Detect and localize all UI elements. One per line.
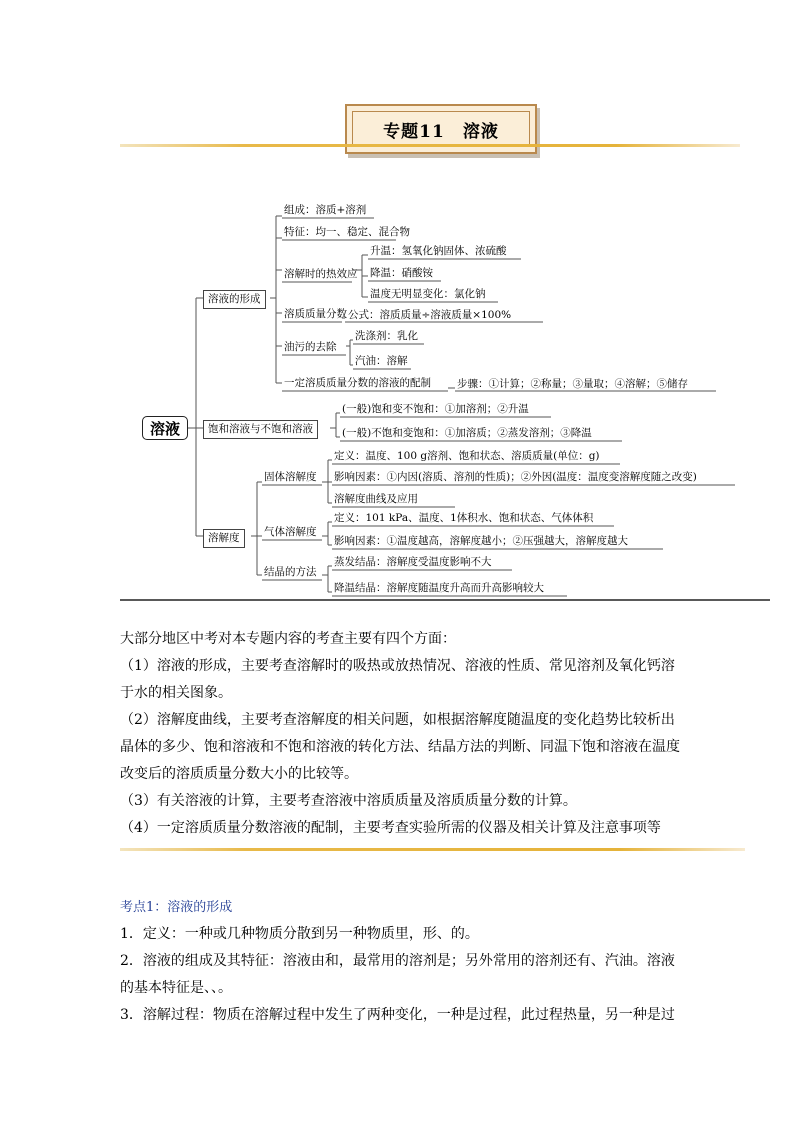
crystal-item: 蒸发结晶：溶解度受温度影响不大: [334, 556, 492, 568]
node-composition: 组成：溶质+溶剂: [284, 204, 367, 216]
section-1-line: 1．定义：一种或几种物质分散到另一种物质里，形、的。: [120, 926, 479, 942]
intro-lead: 大部分地区中考对本专题内容的考查主要有四个方面：: [120, 631, 456, 647]
node-solid-solubility: 固体溶解度: [264, 471, 317, 483]
branch-saturated: 饱和溶液与不饱和溶液: [203, 420, 318, 439]
section-1-line: 3．溶解过程：物质在溶解过程中发生了两种变化，一种是过程，此过程热量，另一种是过: [120, 1007, 675, 1023]
branch-solubility: 溶解度: [203, 529, 245, 548]
saturation-item: (一般)不饱和变饱和：①加溶质；②蒸发溶剂；③降温: [342, 427, 592, 439]
gas-item: 影响因素：①温度越高，溶解度越小；②压强越大，溶解度越大: [334, 535, 628, 547]
node-solution-prep: 一定溶质质量分数的溶液的配制: [284, 377, 431, 389]
intro-point-1-cont: 于水的相关图象。: [120, 685, 232, 701]
intro-point-2: （2）溶解度曲线，主要考查溶解度的相关问题，如根据溶解度随温度的变化趋势比较析出: [120, 712, 675, 728]
section-1: [120, 894, 770, 1029]
heat-item: 降温：硝酸铵: [370, 267, 433, 279]
solid-item: 影响因素：①内因(溶质、溶剂的性质)；②外因(温度：温度变溶解度随之改变): [334, 471, 697, 483]
heat-item: 温度无明显变化：氯化钠: [370, 288, 486, 300]
section-1-title: 考点1：溶液的形成: [120, 900, 233, 915]
node-crystallization: 结晶的方法: [264, 566, 317, 578]
mindmap-root: 溶液: [142, 416, 188, 440]
node-features: 特征：均一、稳定、混合物: [284, 226, 410, 238]
section-1-line: 2．溶液的组成及其特征：溶液由和，最常用的溶剂是；另外常用的溶剂还有、汽油。溶液: [120, 953, 675, 969]
branch-solution-formation: 溶液的形成: [203, 290, 266, 309]
node-gas-solubility: 气体溶解度: [264, 526, 317, 538]
grease-item: 汽油：溶解: [355, 355, 408, 367]
gas-item: 定义：101 kPa、温度、1体积水、饱和状态、气体体积: [334, 512, 594, 524]
intro-point-1: （1）溶液的形成，主要考查溶解时的吸热或放热情况、溶液的性质、常见溶剂及氧化钙溶: [120, 658, 675, 674]
saturation-item: (一般)饱和变不饱和：①加溶剂；②升温: [342, 403, 529, 415]
intro-point-4: （4）一定溶质质量分数溶液的配制，主要考查实验所需的仪器及相关计算及注意事项等: [120, 820, 661, 836]
node-heat-effect: 溶解时的热效应: [284, 268, 358, 280]
intro-section: [120, 626, 760, 842]
section-divider: [120, 848, 745, 851]
solid-item: 定义：温度、100 g溶剂、饱和状态、溶质质量(单位：g): [334, 450, 600, 462]
grease-item: 洗涤剂：乳化: [355, 330, 418, 342]
page-title: 专题11 溶液: [352, 111, 530, 147]
solid-item: 溶解度曲线及应用: [334, 493, 418, 505]
intro-point-2-cont: 改变后的溶质质量分数大小的比较等。: [120, 766, 358, 782]
mass-fraction-formula: 公式：溶质质量÷溶液质量×100%: [348, 309, 512, 321]
heat-item: 升温：氢氧化钠固体、浓硫酸: [370, 245, 507, 257]
section-1-line: 的基本特征是、、。: [120, 980, 232, 996]
prep-steps: 步骤：①计算；②称量；③量取；④溶解；⑤储存: [457, 378, 688, 390]
node-mass-fraction: 溶质质量分数: [284, 308, 347, 320]
intro-point-2-cont: 晶体的多少、饱和溶液和不饱和溶液的转化方法、结晶方法的判断、同温下饱和溶液在温度: [120, 739, 680, 755]
crystal-item: 降温结晶：溶解度随温度升高而升高影响较大: [334, 582, 544, 594]
intro-point-3: （3）有关溶液的计算，主要考查溶液中溶质质量及溶质质量分数的计算。: [120, 793, 577, 809]
node-grease-removal: 油污的去除: [284, 341, 337, 353]
